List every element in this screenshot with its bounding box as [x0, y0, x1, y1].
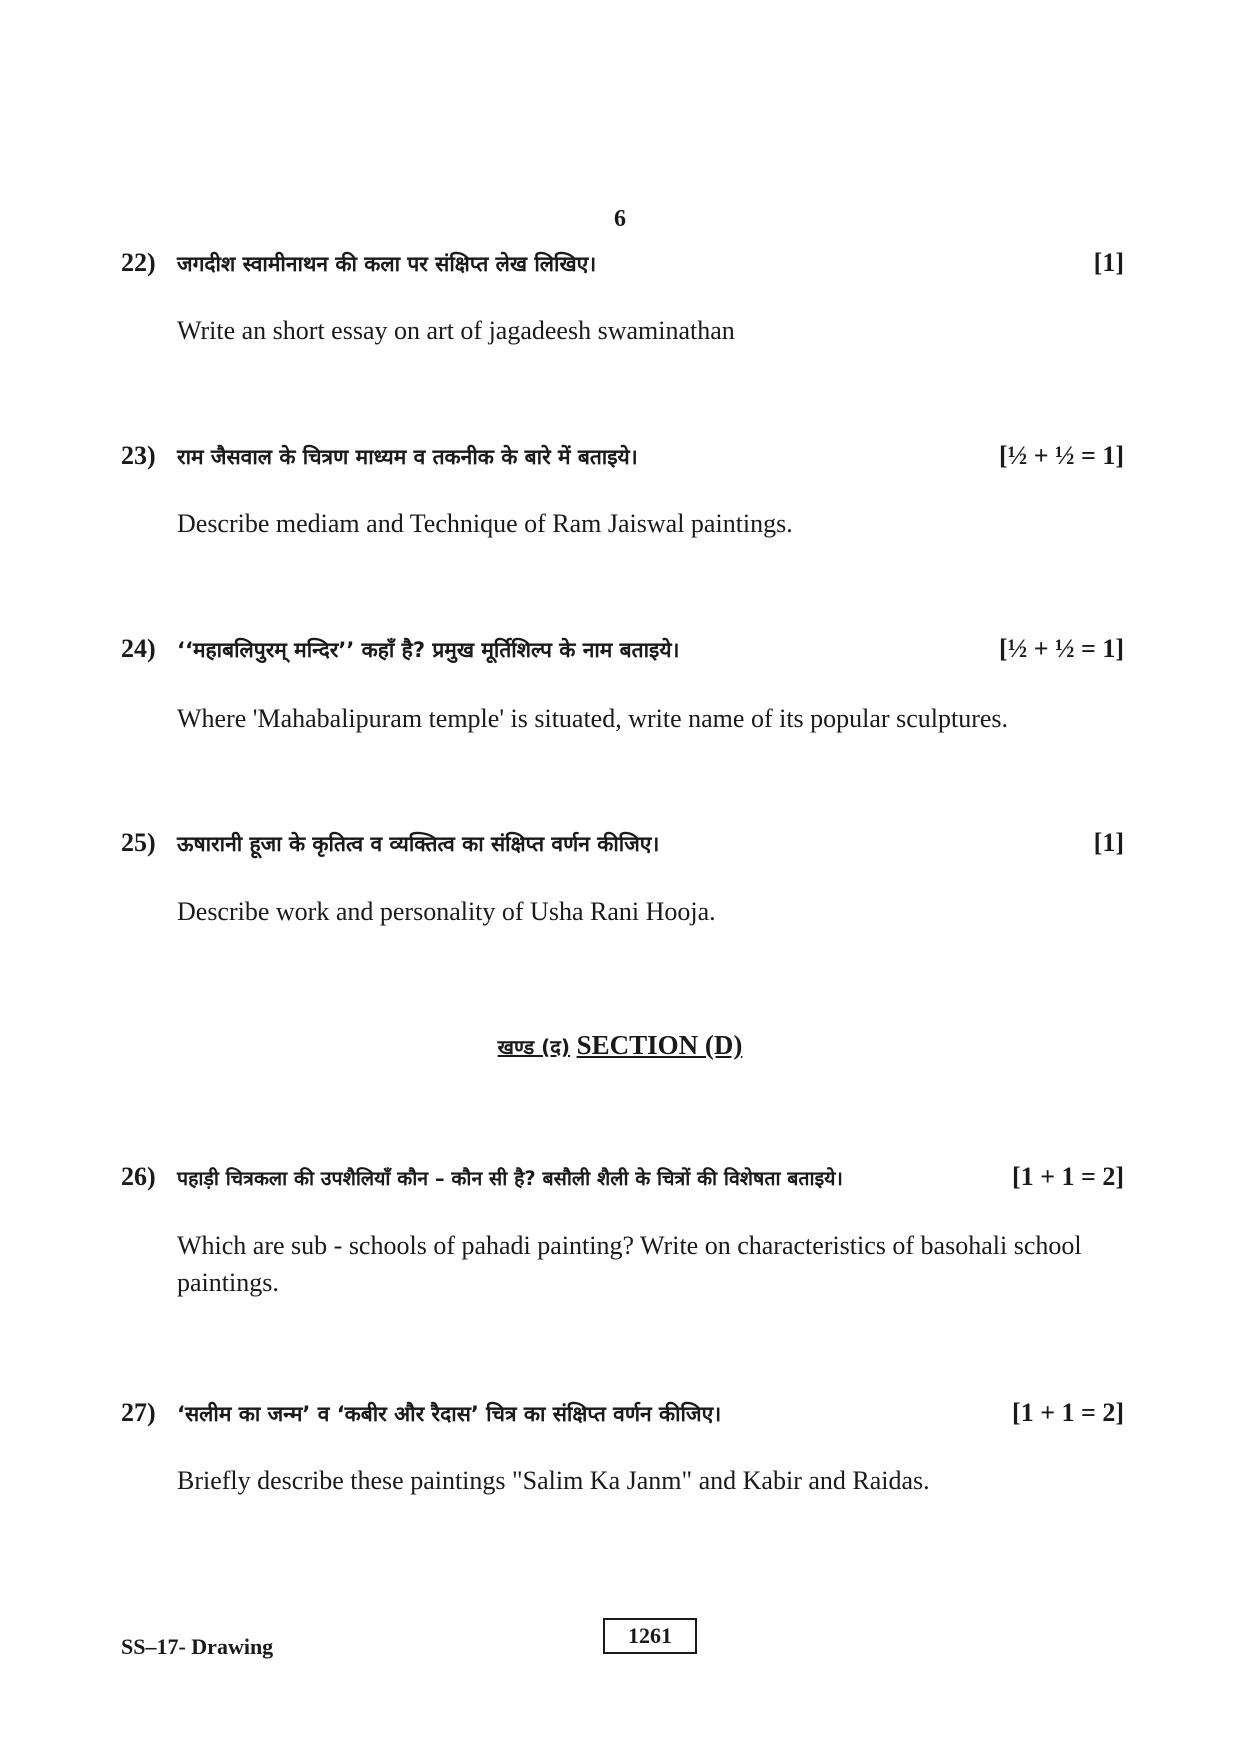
question-marks: [1] [1093, 828, 1124, 857]
question-number: 27) [121, 1398, 156, 1427]
section-english-title: SECTION (D) [576, 1030, 743, 1060]
question-number: 22) [121, 248, 156, 277]
footer-page-id: 1261 [603, 1618, 697, 1654]
question-26-english: Which are sub - schools of pahadi painting? Write on characteristics of basohali school paintings. [177, 1231, 1082, 1297]
question-marks: [1 + 1 = 2] [1012, 1162, 1124, 1191]
question-hindi-text: राम जैसवाल के चित्रण माध्यम व तकनीक के बारे में बताइये। [177, 445, 638, 469]
question-27-english: Briefly describe these paintings "Salim Ka Janm" and Kabir and Raidas. [177, 1466, 930, 1495]
question-number: 23) [121, 441, 156, 470]
section-heading [0, 1030, 1240, 1061]
question-24-header [121, 634, 1124, 670]
section-hindi-title: खण्ड (द) [497, 1035, 571, 1059]
question-hindi-text: ऊषारानी हूजा के कृतित्व व व्यक्तित्व का संक्षिप्त वर्णन कीजिए। [177, 832, 660, 856]
question-hindi-text: ‘सलीम का जन्म’ व ‘कबीर और रैदास’ चित्र का संक्षिप्त वर्णन कीजिए। [177, 1402, 722, 1426]
question-hindi-text: जगदीश स्वामीनाथन की कला पर संक्षिप्त लेख लिखिए। [177, 252, 597, 276]
question-23-header [121, 441, 1124, 477]
question-number: 25) [121, 828, 156, 857]
question-25-header [121, 828, 1124, 864]
question-hindi-text: पहाड़ी चित्रकला की उपशैलियाँ कौन – कौन सी है? बसौली शैली के चित्रों की विशेषता बताइये। [177, 1167, 843, 1190]
question-number: 24) [121, 634, 156, 663]
question-23-english: Describe mediam and Technique of Ram Jaiswal paintings. [177, 509, 793, 538]
question-22-header [121, 248, 1124, 284]
question-27-header [121, 1398, 1124, 1434]
question-marks: [½ + ½ = 1] [999, 634, 1124, 663]
question-26-header [121, 1162, 1124, 1198]
question-22-english: Write an short essay on art of jagadeesh swaminathan [177, 316, 735, 345]
question-number: 26) [121, 1162, 156, 1191]
question-24-english: Where 'Mahabalipuram temple' is situated, write name of its popular sculptures. [177, 704, 1009, 733]
question-marks: [1 + 1 = 2] [1012, 1398, 1124, 1427]
footer-paper-code: SS–17- Drawing [121, 1634, 274, 1659]
page-number: 6 [614, 206, 626, 232]
question-marks: [1] [1093, 248, 1124, 277]
question-hindi-text: ‘‘महाबलिपुरम् मन्दिर’’ कहाँ है? प्रमुख मूर्तिशिल्प के नाम बताइये। [177, 638, 680, 662]
question-25-english: Describe work and personality of Usha Rani Hooja. [177, 897, 716, 926]
question-marks: [½ + ½ = 1] [999, 441, 1124, 470]
